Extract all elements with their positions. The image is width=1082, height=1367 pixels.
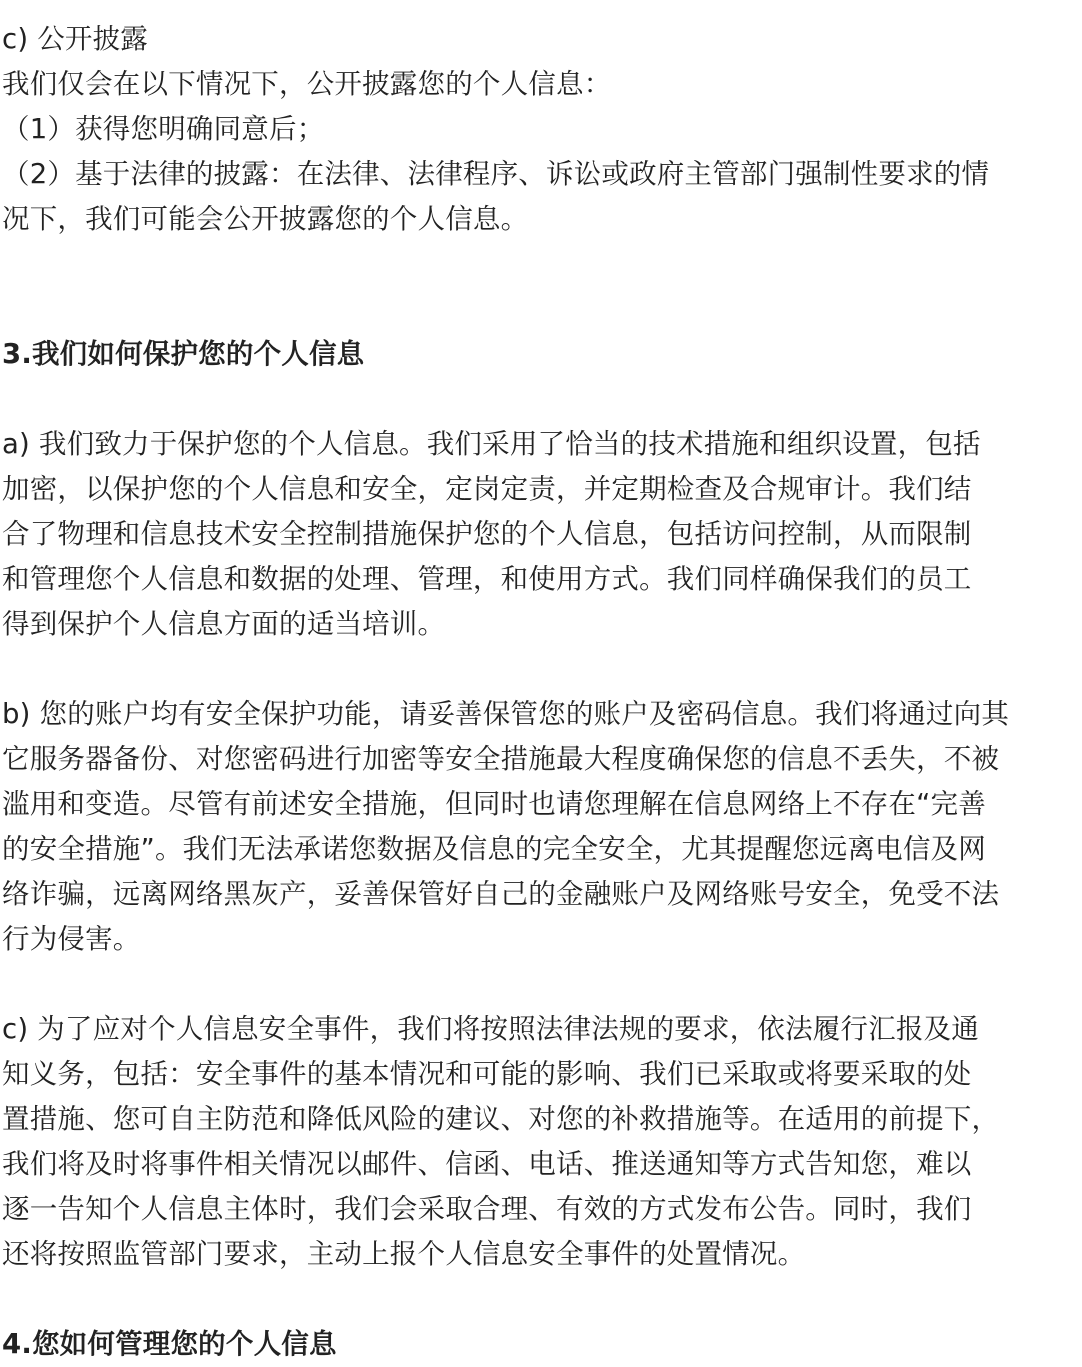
paragraph-line: a) 我们致力于保护您的个人信息。我们采用了恰当的技术措施和组织设置，包括 — [2, 428, 981, 460]
paragraph-line: 知义务，包括：安全事件的基本情况和可能的影响、我们已采取或将要采取的处 — [2, 1058, 972, 1090]
paragraph-line: 得到保护个人信息方面的适当培训。 — [2, 608, 446, 640]
list-item: （1）获得您明确同意后； — [2, 113, 325, 145]
paragraph-line: 络诈骗，远离网络黑灰产，妥善保管好自己的金融账户及网络账号安全，免受不法 — [2, 878, 1000, 910]
paragraph-line: 还将按照监管部门要求，主动上报个人信息安全事件的处置情况。 — [2, 1238, 806, 1270]
paragraph-line: 合了物理和信息技术安全控制措施保护您的个人信息，包括访问控制，从而限制 — [2, 518, 972, 550]
section-heading: 3.我们如何保护您的个人信息 — [2, 338, 365, 370]
paragraph-line: 的安全措施”。我们无法承诺您数据及信息的完全安全，尤其提醒您远离电信及网 — [2, 833, 986, 865]
paragraph-line: 置措施、您可自主防范和降低风险的建议、对您的补救措施等。在适用的前提下， — [2, 1103, 1000, 1135]
spacer — [2, 1277, 1078, 1322]
section-4-management — [2, 1322, 1078, 1367]
paragraph-line: 行为侵害。 — [2, 923, 141, 955]
paragraph-line: 滥用和变造。尽管有前述安全措施，但同时也请您理解在信息网络上不存在“完善 — [2, 788, 986, 820]
spacer — [2, 377, 1078, 422]
spacer — [2, 647, 1078, 692]
paragraph-c — [2, 1007, 1078, 1277]
paragraph-line: 况下，我们可能会公开披露您的个人信息。 — [2, 203, 529, 235]
paragraph-line: 加密，以保护您的个人信息和安全，定岗定责，并定期检查及合规审计。我们结 — [2, 473, 972, 505]
subsection-title: c) 公开披露 — [2, 23, 148, 55]
paragraph-line: 和管理您个人信息和数据的处理、管理，和使用方式。我们同样确保我们的员工 — [2, 563, 972, 595]
section-heading: 4.您如何管理您的个人信息 — [2, 1328, 337, 1360]
section-3-protection — [2, 332, 1078, 1277]
paragraph-a — [2, 422, 1078, 647]
paragraph-line: 它服务器备份、对您密码进行加密等安全措施最大程度确保您的信息不丢失，不被 — [2, 743, 1000, 775]
spacer — [2, 242, 1078, 332]
paragraph-line: c) 为了应对个人信息安全事件，我们将按照法律法规的要求，依法履行汇报及通 — [2, 1013, 979, 1045]
paragraph-line: 逐一告知个人信息主体时，我们会采取合理、有效的方式发布公告。同时，我们 — [2, 1193, 972, 1225]
section-public-disclosure — [2, 0, 1078, 242]
list-item: （2）基于法律的披露：在法律、法律程序、诉讼或政府主管部门强制性要求的情 — [2, 158, 990, 190]
paragraph-line: b) 您的账户均有安全保护功能，请妥善保管您的账户及密码信息。我们将通过向其 — [2, 698, 1010, 730]
paragraph-line: 我们仅会在以下情况下，公开披露您的个人信息： — [2, 68, 612, 100]
paragraph-line: 我们将及时将事件相关情况以邮件、信函、电话、推送通知等方式告知您，难以 — [2, 1148, 972, 1180]
paragraph-b — [2, 692, 1078, 962]
spacer — [2, 962, 1078, 1007]
